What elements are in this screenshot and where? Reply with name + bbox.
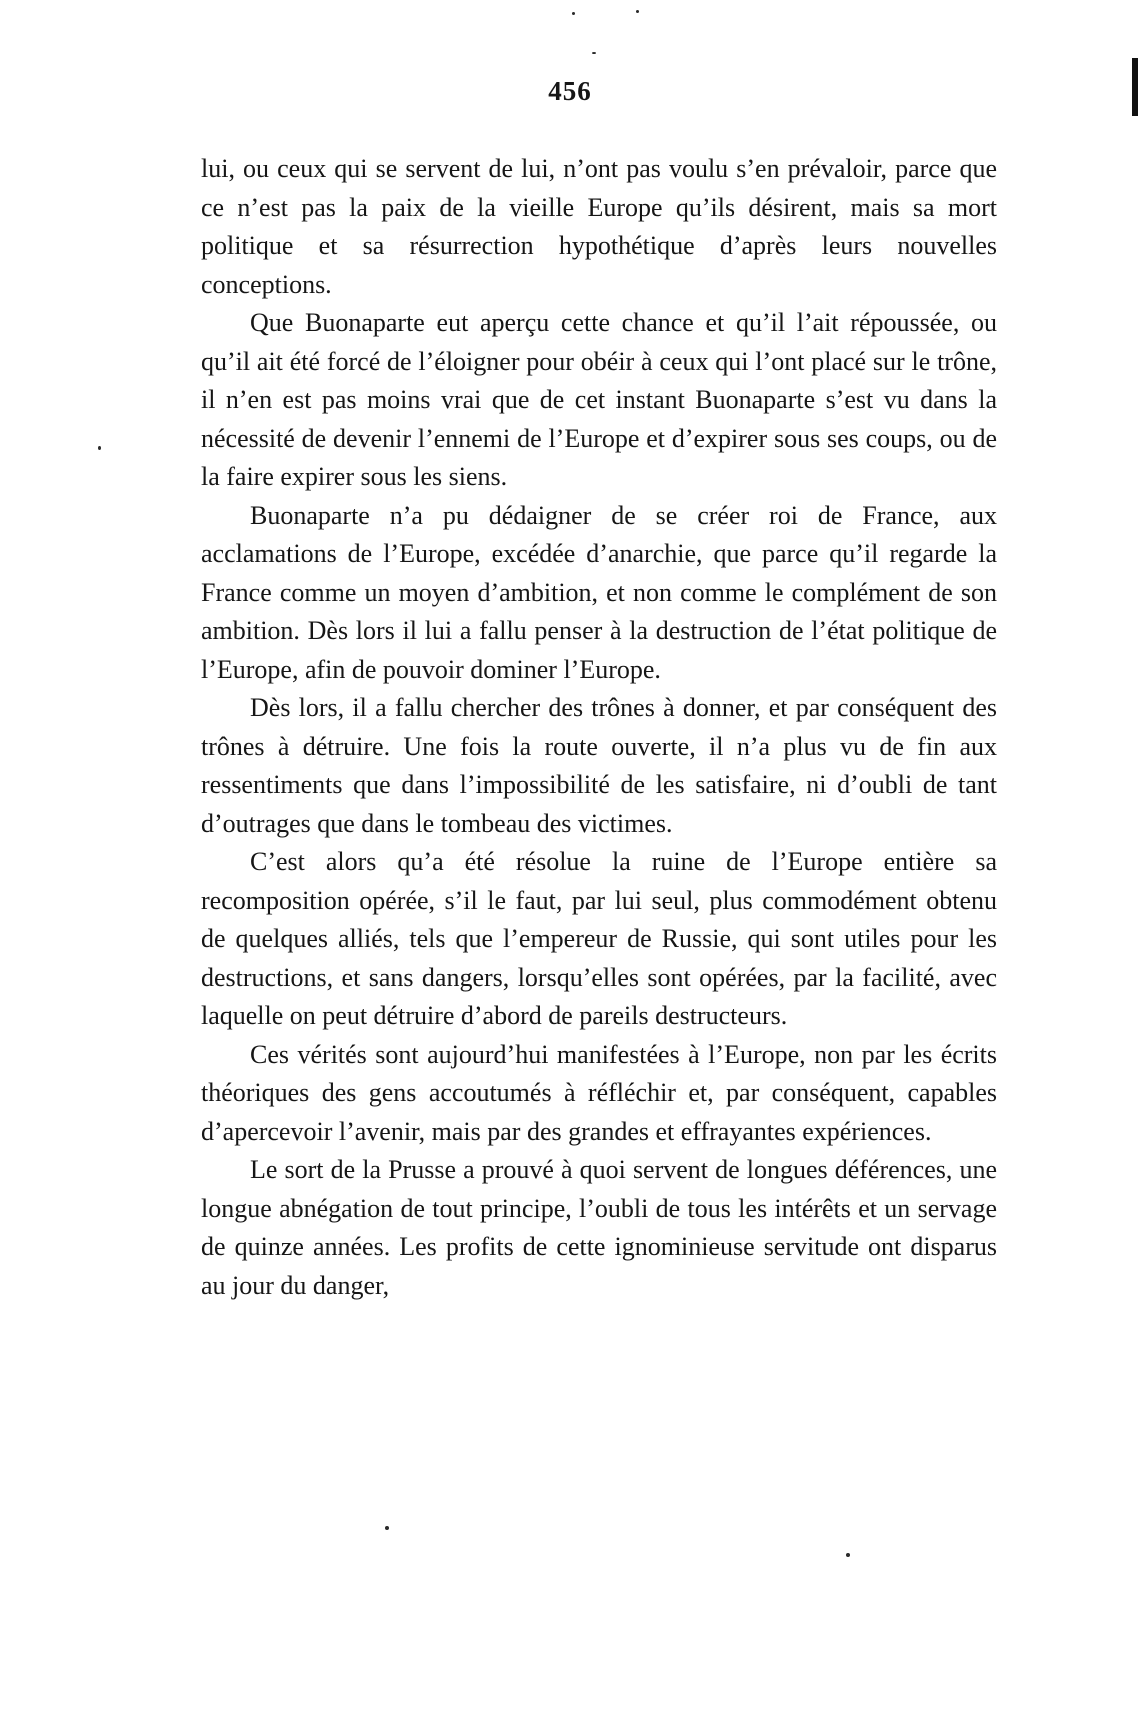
scan-speck [572, 12, 575, 15]
body-text [201, 150, 997, 1305]
paragraph: Que Buonaparte eut aperçu cette chance et qu’il l’ait répoussée, ou qu’il ait été forcé de l’éloigner pour obéir à ceux qui l’ont placé sur le trône, il n’en est pas moins vrai que de cet instant Buonaparte s’est vu dans la nécessité de devenir l’ennemi de l’Europe et d’expirer sous ses coups, ou de la faire expirer sous les siens. [201, 308, 997, 491]
scan-speck [846, 1553, 850, 1557]
page-number: 456 [548, 76, 592, 106]
paragraph: Le sort de la Prusse a prouvé à quoi servent de longues déférences, une longue abnégation de tout principe, l’oubli de tous les intérêts et un servage de quinze années. Les profits de cette ignominieuse servitude ont disparus au jour du danger, [201, 1155, 997, 1300]
paragraph: lui, ou ceux qui se servent de lui, n’ont pas voulu s’en prévaloir, parce que ce n’est pas la paix de la vieille Europe qu’ils désirent, mais sa mort politique et sa résurrection hypothétique d’après leurs nouvelles conceptions. [201, 154, 997, 299]
paragraph: C’est alors qu’a été résolue la ruine de l’Europe entière sa recomposition opérée, s’il le faut, par lui seul, plus commodément obtenu de quelques alliés, tels que l’empereur de Russie, qui sont utiles pour les destructions, et sans dangers, lorsqu’elles sont opérées, par la facilité, avec laquelle on peut détruire d’abord de pareils destructeurs. [201, 847, 997, 1030]
scan-speck [592, 52, 596, 54]
scan-speck [385, 1526, 389, 1530]
paragraph: Buonaparte n’a pu dédaigner de se créer roi de France, aux acclamations de l’Europe, excédée d’anarchie, que parce qu’il regarde la France comme un moyen d’ambition, et non comme le complément de son ambition. Dès lors il lui a fallu penser à la destruction de l’état politique de l’Europe, afin de pouvoir dominer l’Europe. [201, 500, 997, 684]
paragraph: Dès lors, il a fallu chercher des trônes à donner, et par conséquent des trônes à détruire. Une fois la route ouverte, il n’a plus vu de fin aux ressentiments que dans l’impossibilité de les satisfaire, ni d’oubli de tant d’outrages que dans le tombeau des victimes. [201, 693, 997, 838]
paragraph: Ces vérités sont aujourd’hui manifestées à l’Europe, non par les écrits théoriques des gens accoutumés à réfléchir et, par conséquent, capables d’apercevoir l’avenir, mais par des grandes et effrayantes expériences. [201, 1039, 997, 1146]
scan-speck [98, 446, 101, 450]
scan-speck [636, 10, 639, 13]
